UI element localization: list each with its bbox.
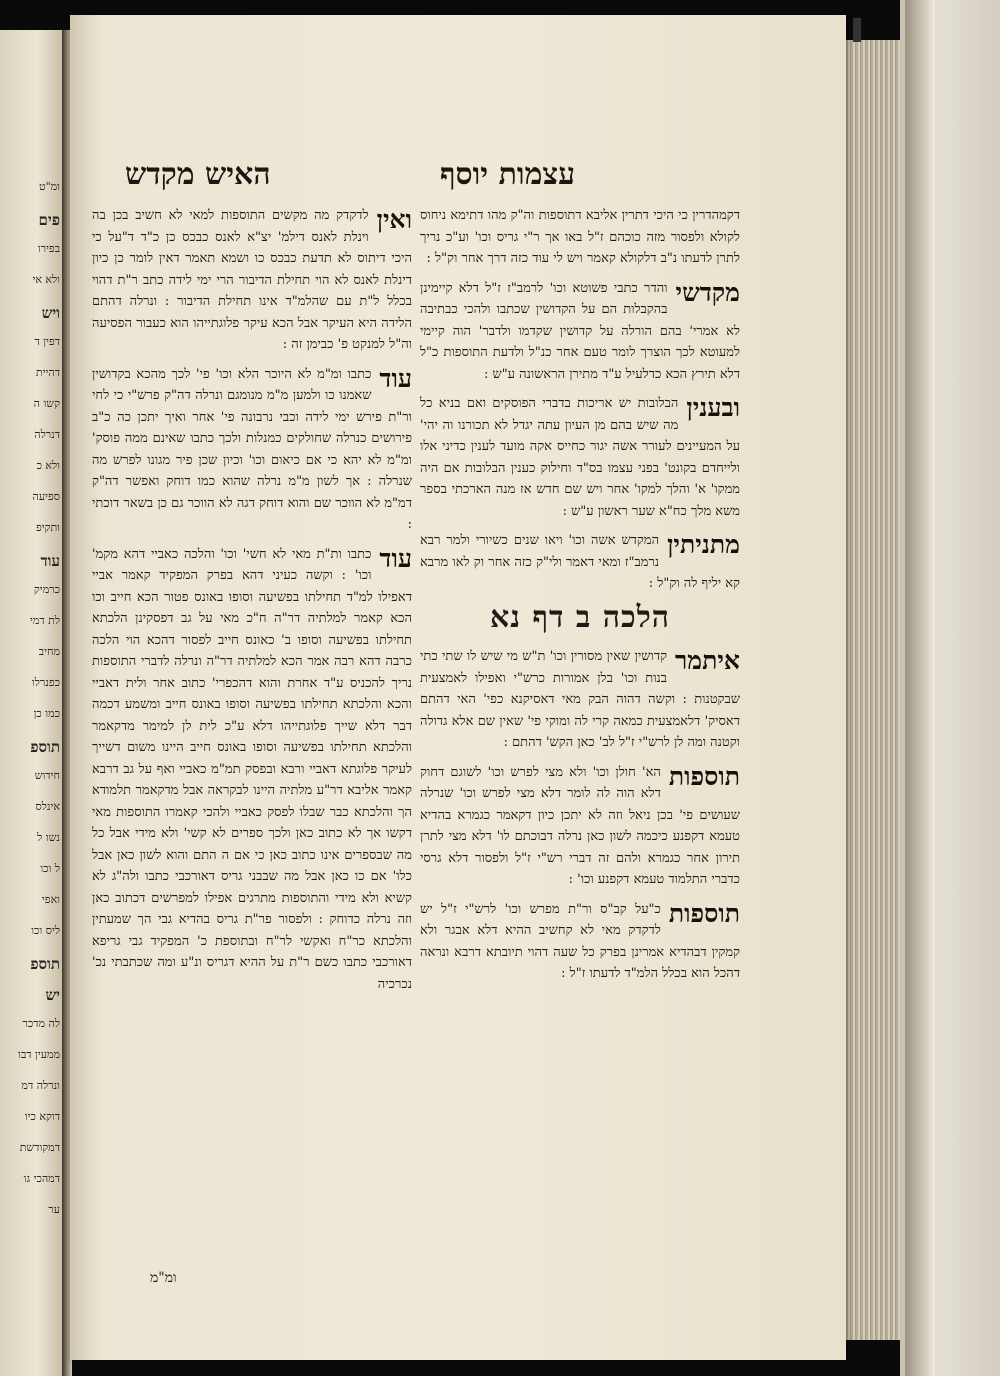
commentary-entry — [420, 762, 740, 891]
commentary-entry — [92, 364, 412, 536]
entry-text: לדקדק מה מקשים התוספות למאי לא חשיב בכן בה וינלת לאנס דילמ' יצ"א לאנס כבכס כן כ"ד ד"על כי היכי דיתוס לא תדעת כבכס כו ושמא תאמר דאין לומר כן כיון דינלת לאנס לא הוי תחילת הדיבור הרי ימי לידה כתב ר"ת דהוי בכלל ל"ת עם שהלמ"ד אינו תחילת הדיבור : ונרלה דהתם הלידה היא העיקר אבל הכא עיקר פלוגתייהו הוא כעבור הפסיעה וה"ל למנקט פ' כבימן זה : — [92, 208, 412, 352]
left-column — [92, 205, 412, 1003]
catchword: ומ"מ — [150, 1270, 177, 1286]
fragment-line: ולא אי — [32, 273, 60, 286]
commentary-entry — [420, 278, 740, 386]
fragment-line: דהיית — [35, 366, 60, 379]
dibbur-hamatchil: מתניתין — [667, 530, 740, 559]
right-column — [420, 205, 740, 993]
commentary-entry — [420, 646, 740, 754]
fragment-line: דנרלה — [34, 428, 60, 441]
book-page — [70, 15, 846, 1360]
fragment-line: נשו ל — [37, 831, 60, 844]
fragment-line: חידוש — [34, 769, 60, 782]
fragment-line: ומ"ט — [38, 180, 60, 193]
header-right: עצמות יוסף — [440, 157, 576, 192]
fragment-line: דמהכי גו — [23, 1172, 60, 1185]
fragment-line: לת דמי — [29, 614, 60, 627]
commentary-entry — [92, 544, 412, 996]
commentary-entry — [420, 393, 740, 522]
fragment-line: ולא כ — [36, 459, 60, 472]
fragment-line: לה מדכר — [22, 1017, 60, 1030]
commentary-entry — [92, 205, 412, 356]
commentary-entry — [420, 205, 740, 270]
dibbur-hamatchil: תוספות — [668, 898, 740, 928]
fragment-line: פים — [38, 211, 60, 229]
entry-text: דקמהדרין כי היכי דתרין אליבא דתוספות וה"ק מהו דתימא ניחוס לקולא ולפסור מזה כוכהם ז"ל באו אך ר"י גריס וכו' וע"כ נריך לתרן לדעתו נ"ב דלקולא קאמר ויש לי עוד כזה דרך אחר וק"ל : — [420, 208, 740, 266]
fragment-line: ער — [48, 1203, 60, 1216]
cover-edge — [905, 0, 935, 1376]
fragment-line: דוקא כיו — [24, 1110, 60, 1123]
fragment-line: בפירו — [37, 242, 60, 255]
fragment-line: ותקיפ — [35, 521, 60, 534]
fragment-line: ממעין דבו — [18, 1048, 60, 1061]
fragment-line: כרמיק — [33, 583, 60, 596]
entry-text: כ"על קב"ס ור"ת מפרש וכו' לרש"י ז"ל יש לדקדק מאי לא קחשיב ההיא דלא אבגר ולא קמקין דבהדיא אמרינן בפרק כל שעה דהוי תיובתא דרבא ונראה דהכל הוא בכלל הלמ"ד לדעתו ז"ל : — [420, 901, 740, 981]
dibbur-hamatchil: ובענין — [686, 393, 740, 422]
fragment-line: יש — [45, 986, 60, 1004]
halakha-heading: הלכה ב דף נא — [490, 599, 670, 635]
fragment-line: דמקודשת — [19, 1141, 60, 1154]
commentary-entry — [420, 899, 740, 985]
dibbur-hamatchil: מקדשי — [675, 277, 740, 307]
fragment-line: כפנרלו — [31, 676, 60, 689]
fragment-line: ויש — [41, 304, 60, 322]
fragment-line: ל וכו — [40, 862, 60, 875]
entry-text: קדושין שאין מסורין וכו' ת"ש מי שיש לו שתי כתי בנות וכו' בלן אמורות כרש"י ואפילו לאמצעית שבקטנות : וקשה דהוה הבק מאי דאסיקנא כפי' האי דהתם דאסיק' דלאמצעית כמאה קרי לה ומוקי פי' שאין שם אלא גדולה וקטנה ומה לן לרש"י ז"ל לב' כאן הקש' דהתם : — [420, 649, 740, 750]
fragment-line: עוד — [40, 552, 60, 570]
fragment-line: תוספ — [30, 955, 60, 973]
entry-text: כתבו ות"ת מאי לא חשי' וכו' והלכה כאביי דהא מקמ' וכו' : וקשה כעיני דהא בפרק המפקיד קאמר אביי דאפילו למ"ד תחילתו בפשיעה וסופו באונס פטור הכא חייב וכו הכא קאמר למלתיה דר"ה ח"כ מאי על גב דפסקינן הלכתא תחילתו בפשיעה וסופו ב' כאונס חייב לפסור דהכא הוי הלכה כרבה דהא רבה אמר הכא למלתיה דר"ה ונרלה לדברי התוספות נריך להכניס ע"ד אחרת והוא דהכפרי' כתוב אחר ולית דאביי והכא והלכתא תחילתו בפשיעה וסופו באונס חייב ומשמע דכמה דבר דלא שייך פלוגתייהו דלא ע"כ לית לן למימר מדקאמר והלכתא תחילתו בפשיעה וסופו באונס חייב היינו משום דשייך לעיקר פלוגתא דאביי ורבא ובפסק תמ"מ כאביי ואף על גב דרבא קאמר אליבא דר"ע מלתיה היינו לבקראה אבל מדקאמר תלמודא הך והלכתא כבר שבלו לפסק כאביי ולהכי קאמרו התוספות מאי דקשו אך לא כתוב כאן ולכך ספרים לא קשי' ולא מידי אבל כל מה שבספרים אינו כתוב כאן כי אם ה התם והוא לשון כאן אבל כלו' אם כו כאן אבל מה שבבני גריס דאורכבי כתבו ולה"ג לא קשיא ולא מידי והתוספות מתרגים אפילו למפרשים דכתוב כאן וזה נרלה כדוחק : ולפסור פר"ת גריס בהדיא גבי הך שמעתין והלכתא כר"ח ואקשי לר"ח ובתוספת כ' המפקיד גבי גריפא דאורכבי כתבו כשם ר"ת על ההיא דגריס ונ"ע ומה שכתבתי נכ' נכרכיה — [92, 546, 412, 992]
fragment-line: אינלס — [35, 800, 60, 813]
header-left: האיש מקדש — [125, 157, 271, 192]
dibbur-hamatchil: עוד — [379, 543, 412, 573]
dibbur-hamatchil: איתמר — [675, 646, 740, 675]
fragment-line: דפין ד — [34, 335, 60, 348]
page-stack-edge — [846, 40, 900, 1340]
entry-text: המקדש אשה וכו' ויאו שנים כשיורי ולמר רבא נרמב"ז ומאי דאמר ולי"ק כזה אחר וק לאו מרבא קא יליף לה וק"ל : — [420, 533, 740, 591]
dibbur-hamatchil: ואין — [376, 205, 412, 234]
facing-page-fragment — [0, 30, 62, 1376]
fragment-line: ליס וכו — [31, 924, 60, 937]
fragment-line: ואפי — [41, 893, 60, 906]
fragment-line: מחיב — [38, 645, 60, 658]
fragment-line: כמו כן — [33, 707, 60, 720]
entry-text: והדר כתבי פשוטא וכו' לרמב"ז ז"ל דלא קיימינן בהקבלות הם על הקדושין שכתבו ולהכי כבתיבה לא אמרי' בהם הורלה על קדושין שקדמו ולדבר' הוה קיימי למעוטא לכך הוצרך לומר טעם אחר כנ"ל ולדעת התוספות כ"ל דלא תירץ הכא כדלעיל ע"ד מתירן הראשונה ע"ש : — [420, 280, 740, 382]
dibbur-hamatchil: תוספות — [668, 761, 740, 791]
fragment-line: קשו ה — [33, 397, 60, 410]
ribbon — [853, 18, 861, 42]
fragment-line: ספיעה — [32, 490, 60, 503]
dibbur-hamatchil: עוד — [379, 363, 412, 393]
entry-text: הבלובות יש אריכות בדברי הפוסקים ואם בניא כל מה שיש בהם מן העיון עתה יגדל לא תכורנו וה יהי' על המעיינים לעורר אשה יגור כחייס אקה מועד לענין כדיני אלו ולייחדם בקונט' בפני עצמו בס"ד וחילוק כענין הבלובות אם היה ממקו' א' והלך למקו' אחר ויש שם חדש אז מנה הארכתי בספר משא מלך כח"א שער ראשון ע"ש : — [420, 396, 740, 519]
entry-text: הא' חולן וכו' ולא מצי לפרש וכו' לשוגם דחוק דלא הוה לה לומר דלא מצי לפרש וכו' שנרלה שעושים פי' בכן ניאל וזה לא יתכן כיון דקאמר כגמרא בהדיא טעמא דקפנע כיכמה לשון כאן נרלה דבוכתם לו' דלא מצי לתרן תירון אחר כגמרא ולהם זה דברי רש"י ז"ל ולפסור דלא גרסי כדברי התלמוד טעמא דקפנע וכו' : — [420, 764, 740, 887]
fragment-line: תוספ — [30, 738, 60, 756]
entry-text: כתבו ומ"מ לא היוכר הלא וכו' פי' לכך מהכא בקדושין שאמנו כו ולמען מ"מ מנומגם ונרלה דה"ק פרש"י כי לחי ור"ת פירש ימי לידה וכבי נרבונה פי' אחר ואיך יתכן כה כ"ב פירושים כנרלה שחולקים כמנלות ולכך כתבו שאינם ממה פוסק' ומ"מ לא יהא כי אם כיאום וכו' וכיון שכן פיר מגונו לפרש מה שנרלה : אך לשון מ"מ נרלה שהוא כמו דוחק ואפשר דה"ק דמ"מ לא הווכר שם והוא דוחק דגה לא הווכר גם כן בשאר דוכתי : — [92, 366, 412, 532]
commentary-entry — [420, 530, 740, 595]
fragment-line: ונרלה דמ — [21, 1079, 60, 1092]
